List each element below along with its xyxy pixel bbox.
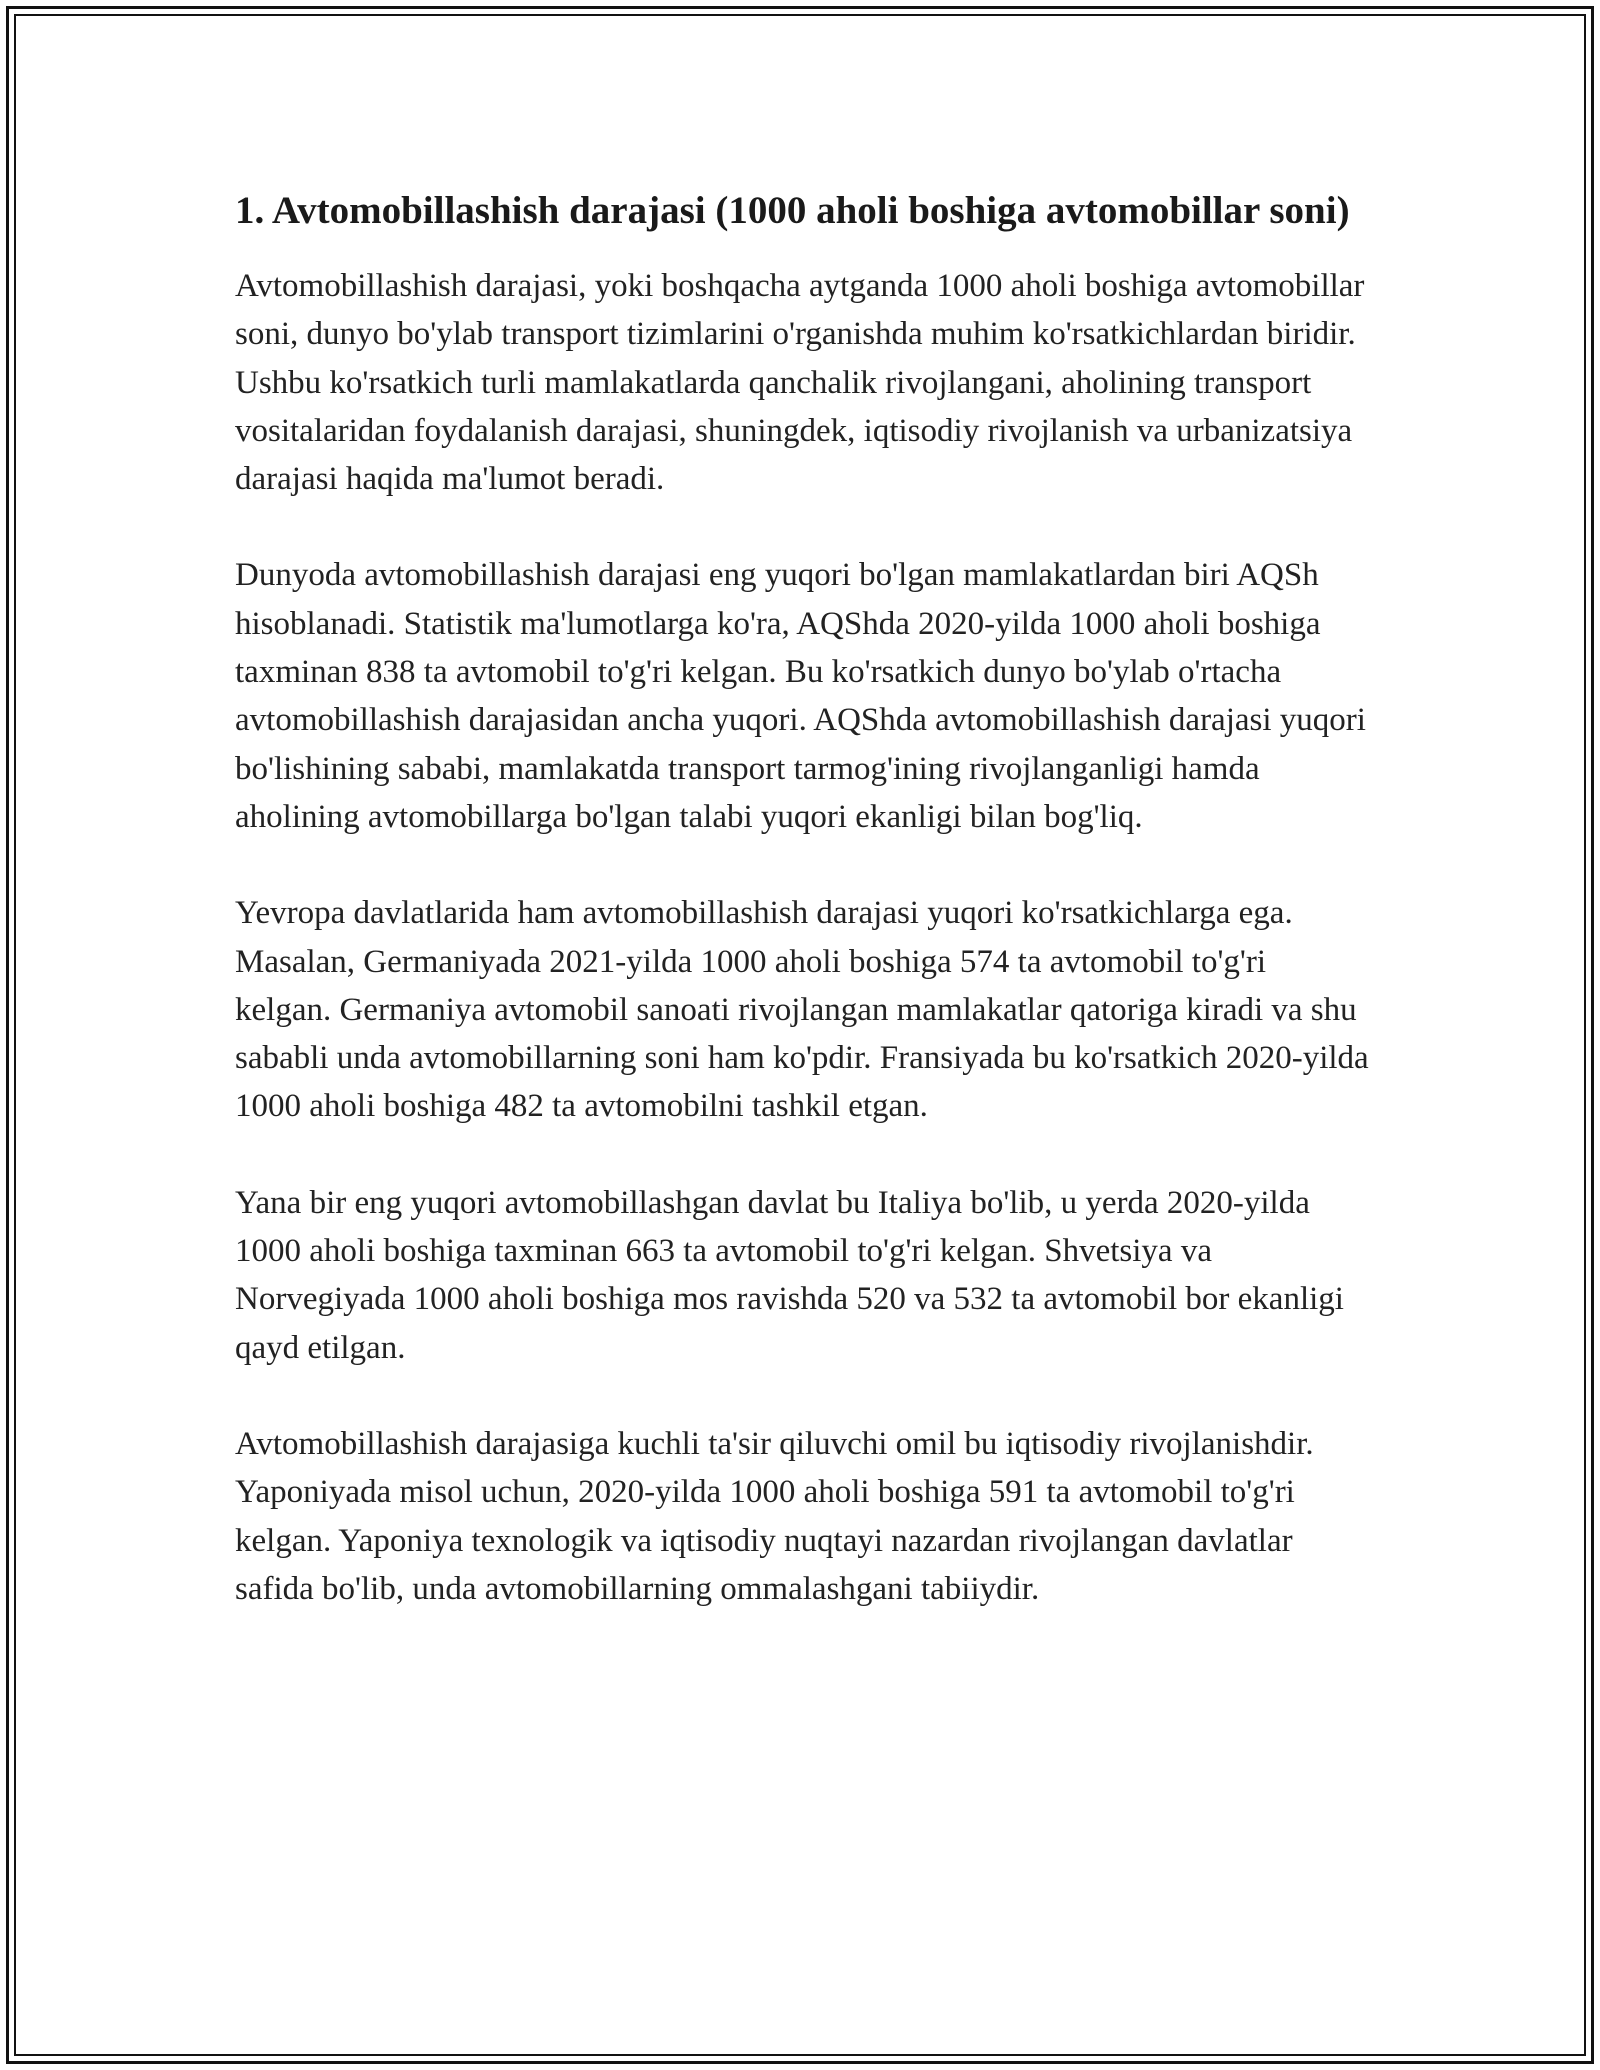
- page-title: 1. Avtomobillashish darajasi (1000 aholi boshiga avtomobillar soni): [235, 189, 1350, 232]
- document-body: [235, 184, 1370, 1661]
- paragraph-4: Yana bir eng yuqori avtomobillashgan davlat bu Italiya bo'lib, u yerda 2020-yilda 1000 aholi boshiga taxminan 663 ta avtomobil to'g'ri kelgan. Shvetsiya va Norvegiyada 1000 aholi boshiga mos ravishda 520 va 532 ta avtomobil bor ekanligi qayd etilgan.: [235, 1184, 1344, 1366]
- paragraph-2: Dunyoda avtomobillashish darajasi eng yuqori bo'lgan mamlakatlardan biri AQSh hisoblanadi. Statistik ma'lumotlarga ko'ra, AQShda 2020-yilda 1000 aholi boshiga taxminan 838 ta avtomobil to'g'ri kelgan. Bu ko'rsatkich dunyo bo'ylab o'rtacha avtomobillashish darajasidan ancha yuqori. AQShda avtomobillashish darajasi yuqori bo'lishining sababi, mamlakatda transport tarmog'ining rivojlanganligi hamda aholining avtomobillarga bo'lgan talabi yuqori ekanligi bilan bog'liq.: [235, 557, 1366, 835]
- paragraph-3: Yevropa davlatlarida ham avtomobillashish darajasi yuqori ko'rsatkichlarga ega. Masalan, Germaniyada 2021-yilda 1000 aholi boshiga 574 ta avtomobil to'g'ri kelgan. Germaniya avtomobil sanoati rivojlangan mamlakatlar qatoriga kiradi va shu sababli unda avtomobillarning soni ham ko'pdir. Fransiyada bu ko'rsatkich 2020-yilda 1000 aholi boshiga 482 ta avtomobilni tashkil etgan.: [235, 895, 1369, 1125]
- paragraph-5: Avtomobillashish darajasiga kuchli ta'sir qiluvchi omil bu iqtisodiy rivojlanishdir. Yaponiyada misol uchun, 2020-yilda 1000 aholi boshiga 591 ta avtomobil to'g'ri kelgan. Yaponiya texnologik va iqtisodiy nuqtayi nazardan rivojlangan davlatlar safida bo'lib, unda avtomobillarning ommalashgani tabiiydir.: [235, 1425, 1314, 1607]
- paragraph-1: Avtomobillashish darajasi, yoki boshqacha aytganda 1000 aholi boshiga avtomobillar soni, dunyo bo'ylab transport tizimlarini o'rganishda muhim ko'rsatkichlardan biridir. Ushbu ko'rsatkich turli mamlakatlarda qanchalik rivojlangani, aholining transport vositalaridan foydalanish darajasi, shuningdek, iqtisodiy rivojlanish va urbanizatsiya darajasi haqida ma'lumot beradi.: [235, 268, 1365, 498]
